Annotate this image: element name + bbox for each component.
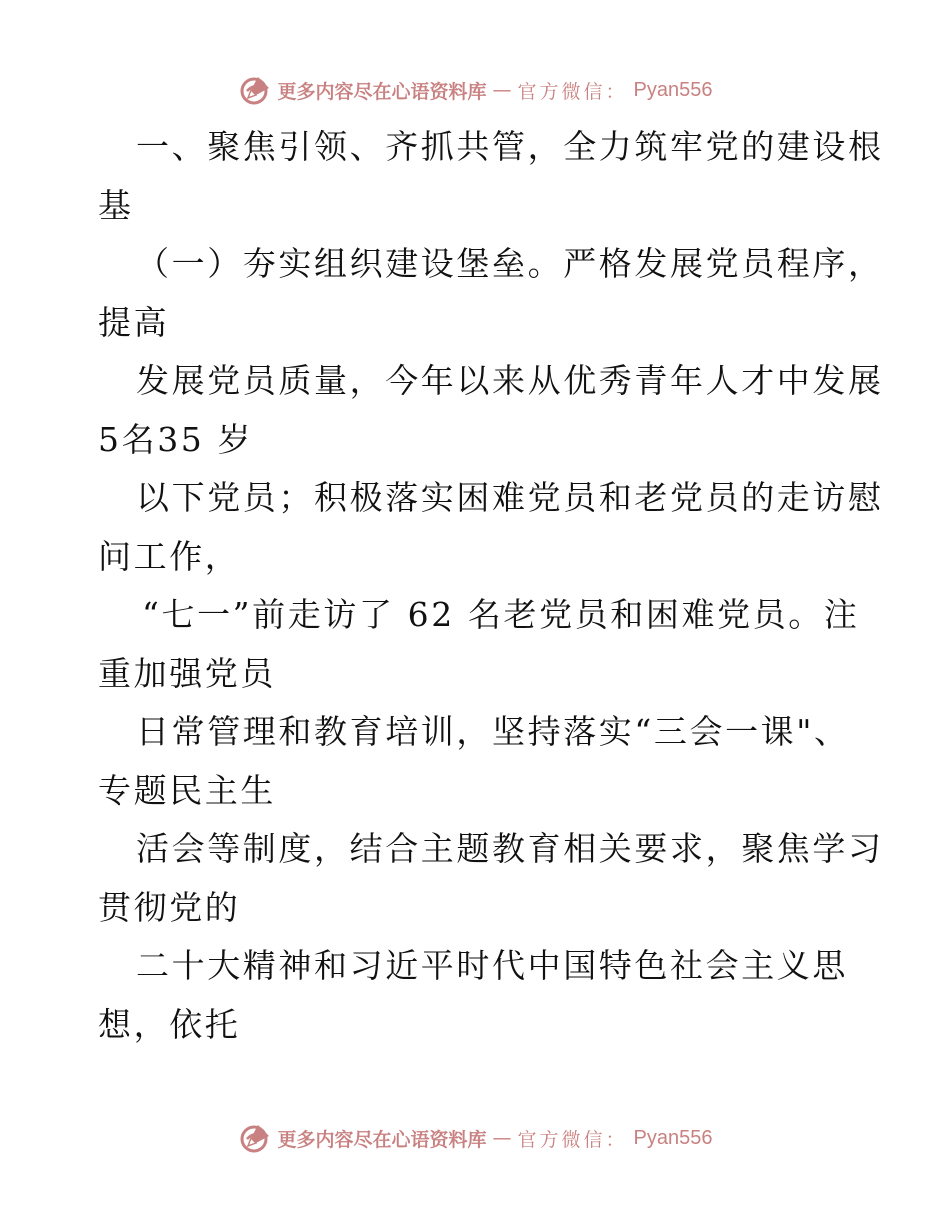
pen-circle-logo-icon bbox=[238, 73, 272, 107]
text-line: 贯彻党的 bbox=[98, 887, 241, 927]
watermark-text: 更多内容尽在心语资料库 bbox=[277, 80, 487, 103]
section-heading: 一、聚焦引领、齐抓共管，全力筑牢党的建设根 bbox=[136, 127, 884, 166]
text-line: 重加强党员 bbox=[98, 653, 276, 693]
text-line: 二十大精神和习近平时代中国特色社会主义思 bbox=[136, 946, 848, 985]
text-line: 提高 bbox=[98, 302, 170, 342]
text-line: 5名35 岁 bbox=[98, 419, 254, 459]
watermark-dash: — bbox=[492, 1127, 512, 1149]
text-line: 发展党员质量，今年以来从优秀青年人才中发展 bbox=[136, 361, 884, 400]
text-line: 专题民主生 bbox=[98, 770, 276, 810]
watermark-wechat-label: 官方微信： bbox=[517, 1128, 628, 1151]
text-line: （一）夯实组织建设堡垒。严格发展党员程序， bbox=[136, 244, 884, 283]
watermark-wechat-label: 官方微信： bbox=[517, 80, 628, 103]
watermark-dash: — bbox=[492, 79, 512, 101]
text-line: 日常管理和教育培训，坚持落实“三会一课"、 bbox=[136, 712, 850, 751]
watermark-text: 更多内容尽在心语资料库 bbox=[277, 1128, 487, 1151]
text-line: “七一”前走访了 62 名老党员和困难党员。注 bbox=[142, 595, 860, 634]
document-body bbox=[98, 118, 884, 1054]
section-heading-continued: 基 bbox=[98, 185, 134, 225]
watermark-wechat-id: Pyan556 bbox=[633, 78, 713, 101]
header-watermark bbox=[0, 70, 950, 110]
text-line: 活会等制度，结合主题教育相关要求，聚焦学习 bbox=[136, 829, 884, 868]
text-line: 想，依托 bbox=[98, 1004, 241, 1044]
text-line: 以下党员；积极落实困难党员和老党员的走访慰 bbox=[136, 478, 884, 517]
watermark-wechat-id: Pyan556 bbox=[633, 1126, 713, 1149]
pen-circle-logo-icon bbox=[238, 1121, 272, 1155]
footer-watermark bbox=[0, 1118, 950, 1158]
text-line: 问工作， bbox=[98, 536, 241, 576]
